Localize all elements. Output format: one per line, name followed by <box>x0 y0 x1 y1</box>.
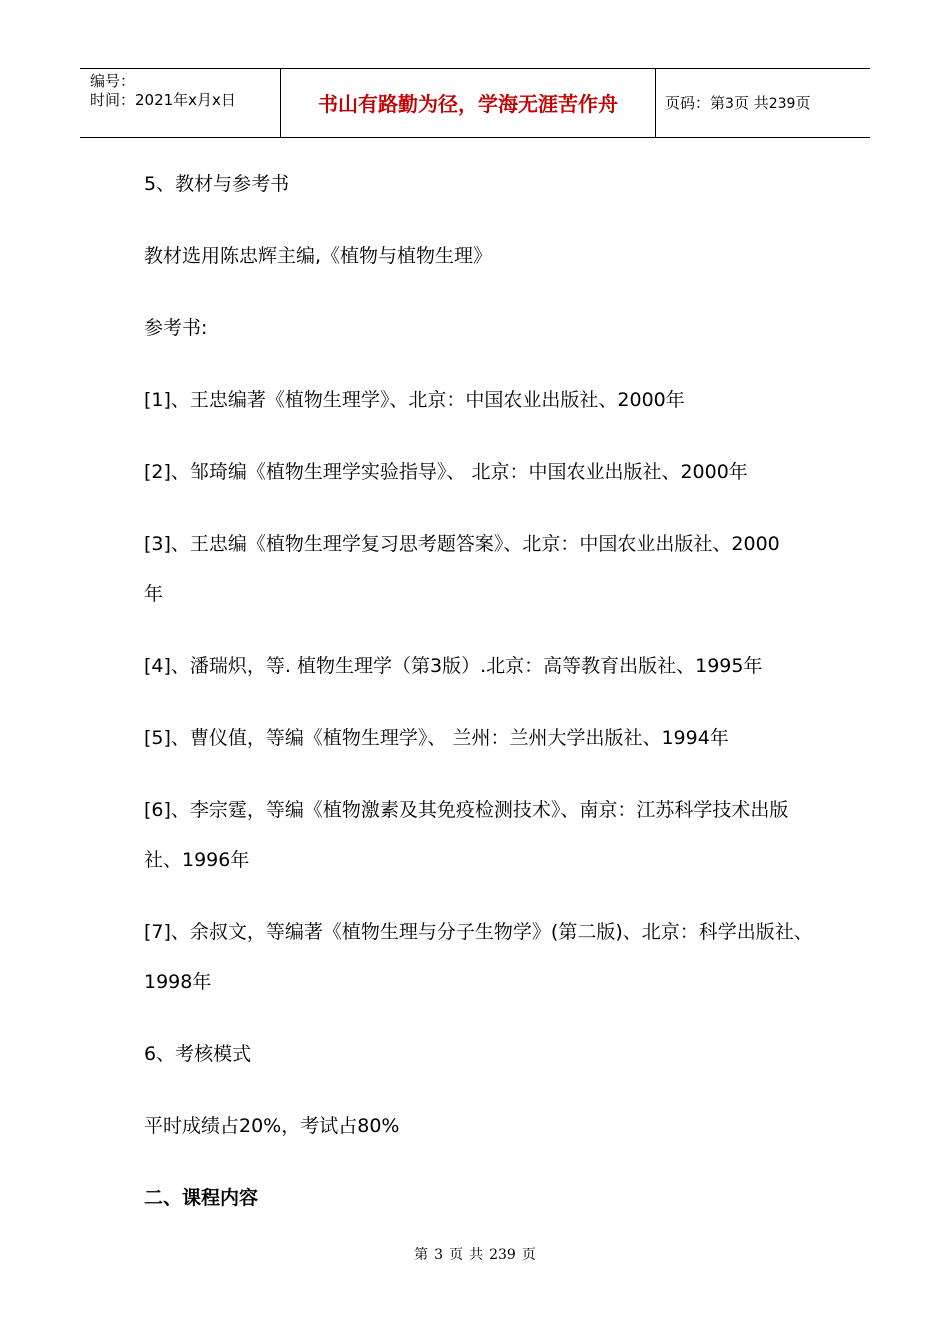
reference-item-continuation: 年 <box>144 583 164 605</box>
grading-line: 平时成绩占20%，考试占80% <box>144 1115 400 1137</box>
reference-item: [4]、潘瑞炽，等. 植物生理学（第3版）.北京：高等教育出版社、1995年 <box>144 655 763 677</box>
reference-item: [1]、王忠编著《植物生理学》、北京：中国农业出版社、2000年 <box>144 389 685 411</box>
page-total: 239 <box>768 96 796 112</box>
page-header <box>80 68 870 138</box>
motto: 书山有路勤为径，学海无涯苦作舟 <box>318 92 618 116</box>
reference-item: [5]、曹仪值，等编《植物生理学》、 兰州：兰州大学出版社、1994年 <box>144 727 729 749</box>
reference-item-continuation: 1998年 <box>144 971 212 993</box>
reference-item-continuation: 社、1996年 <box>144 849 250 871</box>
references-label: 参考书: <box>144 317 208 339</box>
section-6-title: 6、考核模式 <box>144 1043 252 1065</box>
time-label: 时间：2021年x月x日 <box>90 91 236 109</box>
page-prefix: 页码：第 <box>665 94 726 112</box>
section-2-title: 二、课程内容 <box>144 1187 259 1209</box>
reference-item: [2]、邹琦编《植物生理学实验指导》、 北京：中国农业出版社、2000年 <box>144 461 748 483</box>
page-mid: 页 共 <box>733 94 769 112</box>
reference-item: [6]、李宗霆，等编《植物激素及其免疫检测技术》、南京：江苏科学技术出版 <box>144 799 789 821</box>
page-footer <box>0 1246 950 1264</box>
footer-word: 共 <box>469 1247 484 1263</box>
textbook-line: 教材选用陈忠辉主编,《植物与植物生理》 <box>144 245 493 267</box>
number-label: 编号： <box>90 72 136 90</box>
page-current: 3 <box>725 96 734 112</box>
footer-word: 第 <box>414 1247 429 1263</box>
reference-item: [7]、余叔文，等编著《植物生理与分子生物学》(第二版)、北京：科学出版社、 <box>144 921 813 943</box>
page-info <box>665 93 810 114</box>
reference-item: [3]、王忠编《植物生理学复习思考题答案》、北京：中国农业出版社、2000 <box>144 533 780 555</box>
page-suffix: 页 <box>795 94 811 112</box>
footer-total-pages: 239 <box>489 1247 516 1263</box>
header-left-cell <box>80 69 280 137</box>
header-motto-cell <box>280 69 656 137</box>
header-page-cell <box>655 69 870 137</box>
footer-current-page: 3 <box>434 1247 444 1263</box>
section-5-title: 5、教材与参考书 <box>144 173 290 195</box>
footer-word: 页 <box>449 1247 464 1263</box>
footer-word: 页 <box>521 1247 536 1263</box>
